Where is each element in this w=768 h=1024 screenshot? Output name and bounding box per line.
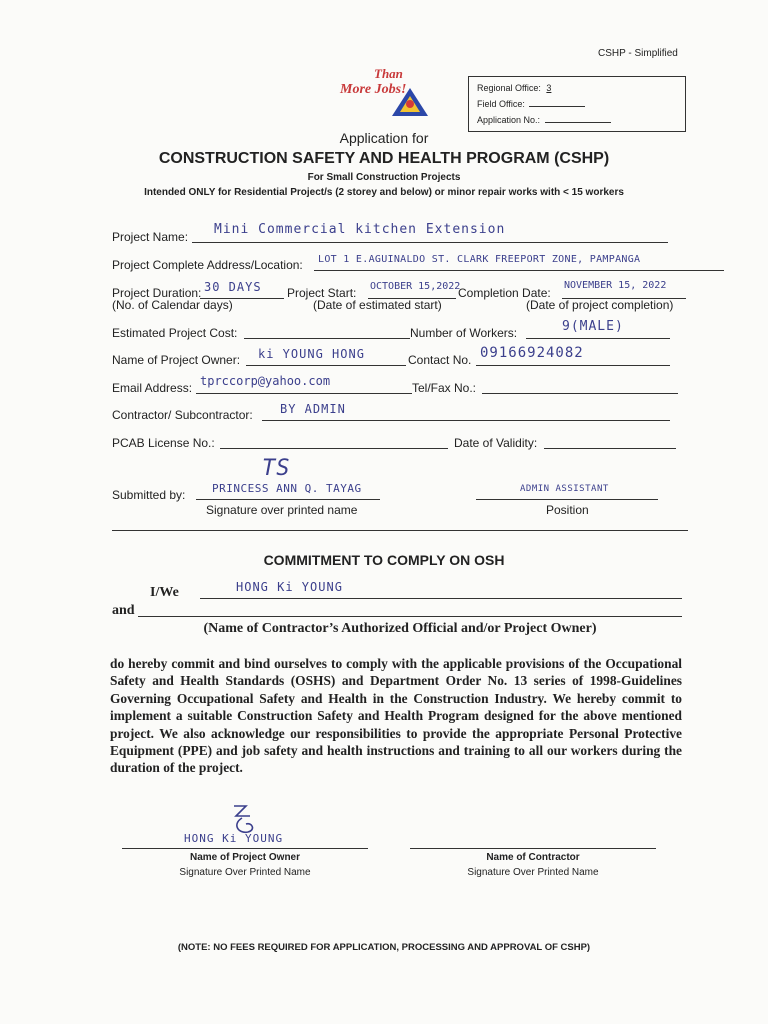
owner-label: Name of Project Owner: (112, 353, 241, 367)
duration-label: Project Duration: (112, 286, 202, 300)
regional-office-value: 3 (546, 83, 552, 93)
telfax-label: Tel/Fax No.: (412, 381, 477, 395)
contractor-value: BY ADMIN (280, 402, 346, 416)
position-label: Position (546, 503, 589, 517)
start-value: OCTOBER 15,2022 (370, 281, 461, 292)
field-office-label: Field Office: (477, 99, 525, 109)
completion-note: (Date of project completion) (526, 298, 674, 312)
pcab-label: PCAB License No.: (112, 436, 215, 450)
signature-note: Signature over printed name (206, 503, 358, 517)
logo-text-bottom: More Jobs! (340, 82, 407, 97)
completion-label: Completion Date: (458, 286, 551, 300)
contact-label: Contact No. (408, 353, 472, 367)
owner-signed-name: HONG Ki YOUNG (184, 832, 284, 845)
owner-value: ki YOUNG HONG (258, 347, 365, 361)
workers-value: 9(MALE) (562, 319, 624, 334)
name-note: (Name of Contractor’s Authorized Official and/or Project Owner) (203, 621, 597, 636)
workers-label: Number of Workers: (410, 326, 518, 340)
project-name-label: Project Name: (112, 230, 189, 244)
project-name-value: Mini Commercial kitchen Extension (214, 222, 506, 237)
dole-logo (336, 64, 454, 120)
address-label: Project Complete Address/Location: (112, 258, 303, 272)
contractor-sig-note: Signature Over Printed Name (467, 867, 599, 878)
submitted-label: Submitted by: (112, 488, 186, 502)
duration-note: (No. of Calendar days) (112, 298, 233, 312)
email-value: tprccorp@yahoo.com (200, 374, 331, 388)
office-box (468, 76, 686, 132)
title-pre: Application for (339, 130, 429, 146)
title-sub2: Intended ONLY for Residential Project/s (2 storey and below) or minor repair works with < 15 workers (144, 187, 624, 198)
submitted-name: PRINCESS ANN Q. TAYAG (212, 482, 362, 495)
form-code: CSHP - Simplified (598, 48, 678, 59)
logo-text-top: Than (374, 66, 403, 81)
position-value: ADMIN ASSISTANT (520, 484, 609, 494)
page-title: CONSTRUCTION SAFETY AND HEALTH PROGRAM (CSHP) (158, 150, 610, 167)
start-note: (Date of estimated start) (313, 298, 442, 312)
completion-value: NOVEMBER 15, 2022 (564, 280, 667, 291)
iwe-label: I/We (150, 585, 179, 600)
address-value: LOT 1 E.AGUINALDO ST. CLARK FREEPORT ZONE, PAMPANGA (318, 254, 641, 265)
submitted-initials: TS (262, 456, 291, 481)
owner-sig-label: Name of Project Owner (189, 852, 301, 863)
start-label: Project Start: (287, 286, 357, 300)
contractor-label: Contractor/ Subcontractor: (112, 408, 253, 422)
application-no-label: Application No.: (477, 115, 541, 125)
owner-sig-note: Signature Over Printed Name (179, 867, 311, 878)
commitment-body: do hereby commit and bind ourselves to comply with the applicable provisions of the Occupational Safety and Health Standards (OSHS) and Department Order No. 13 series of 1998-Guidelines Governing Occupational Safety and Health in the Construction Industry. We hereby commit to implement a suitable Construction Safety and Health Program designed for the above mentioned project. We also acknowledge our responsibilities to provide the appropriate Personal Protective Equipment (PPE) and job safety and health instructions and training to all our workers during the duration of the project. (110, 656, 682, 776)
regional-office-label: Regional Office: (477, 83, 541, 93)
contact-value: 09166924082 (480, 345, 584, 361)
cost-label: Estimated Project Cost: (112, 326, 238, 340)
validity-label: Date of Validity: (454, 436, 538, 450)
contractor-sig-label: Name of Contractor (486, 852, 580, 863)
duration-value: 30 DAYS (204, 280, 262, 294)
commitment-heading: COMMITMENT TO COMPLY ON OSH (263, 552, 505, 568)
email-label: Email Address: (112, 381, 193, 395)
iwe-value: HONG Ki YOUNG (236, 580, 343, 594)
section-divider (112, 530, 688, 531)
footer-note: (NOTE: NO FEES REQUIRED FOR APPLICATION, PROCESSING AND APPROVAL OF CSHP) (177, 942, 591, 953)
title-sub1: For Small Construction Projects (307, 172, 461, 183)
and-label: and (112, 603, 135, 618)
